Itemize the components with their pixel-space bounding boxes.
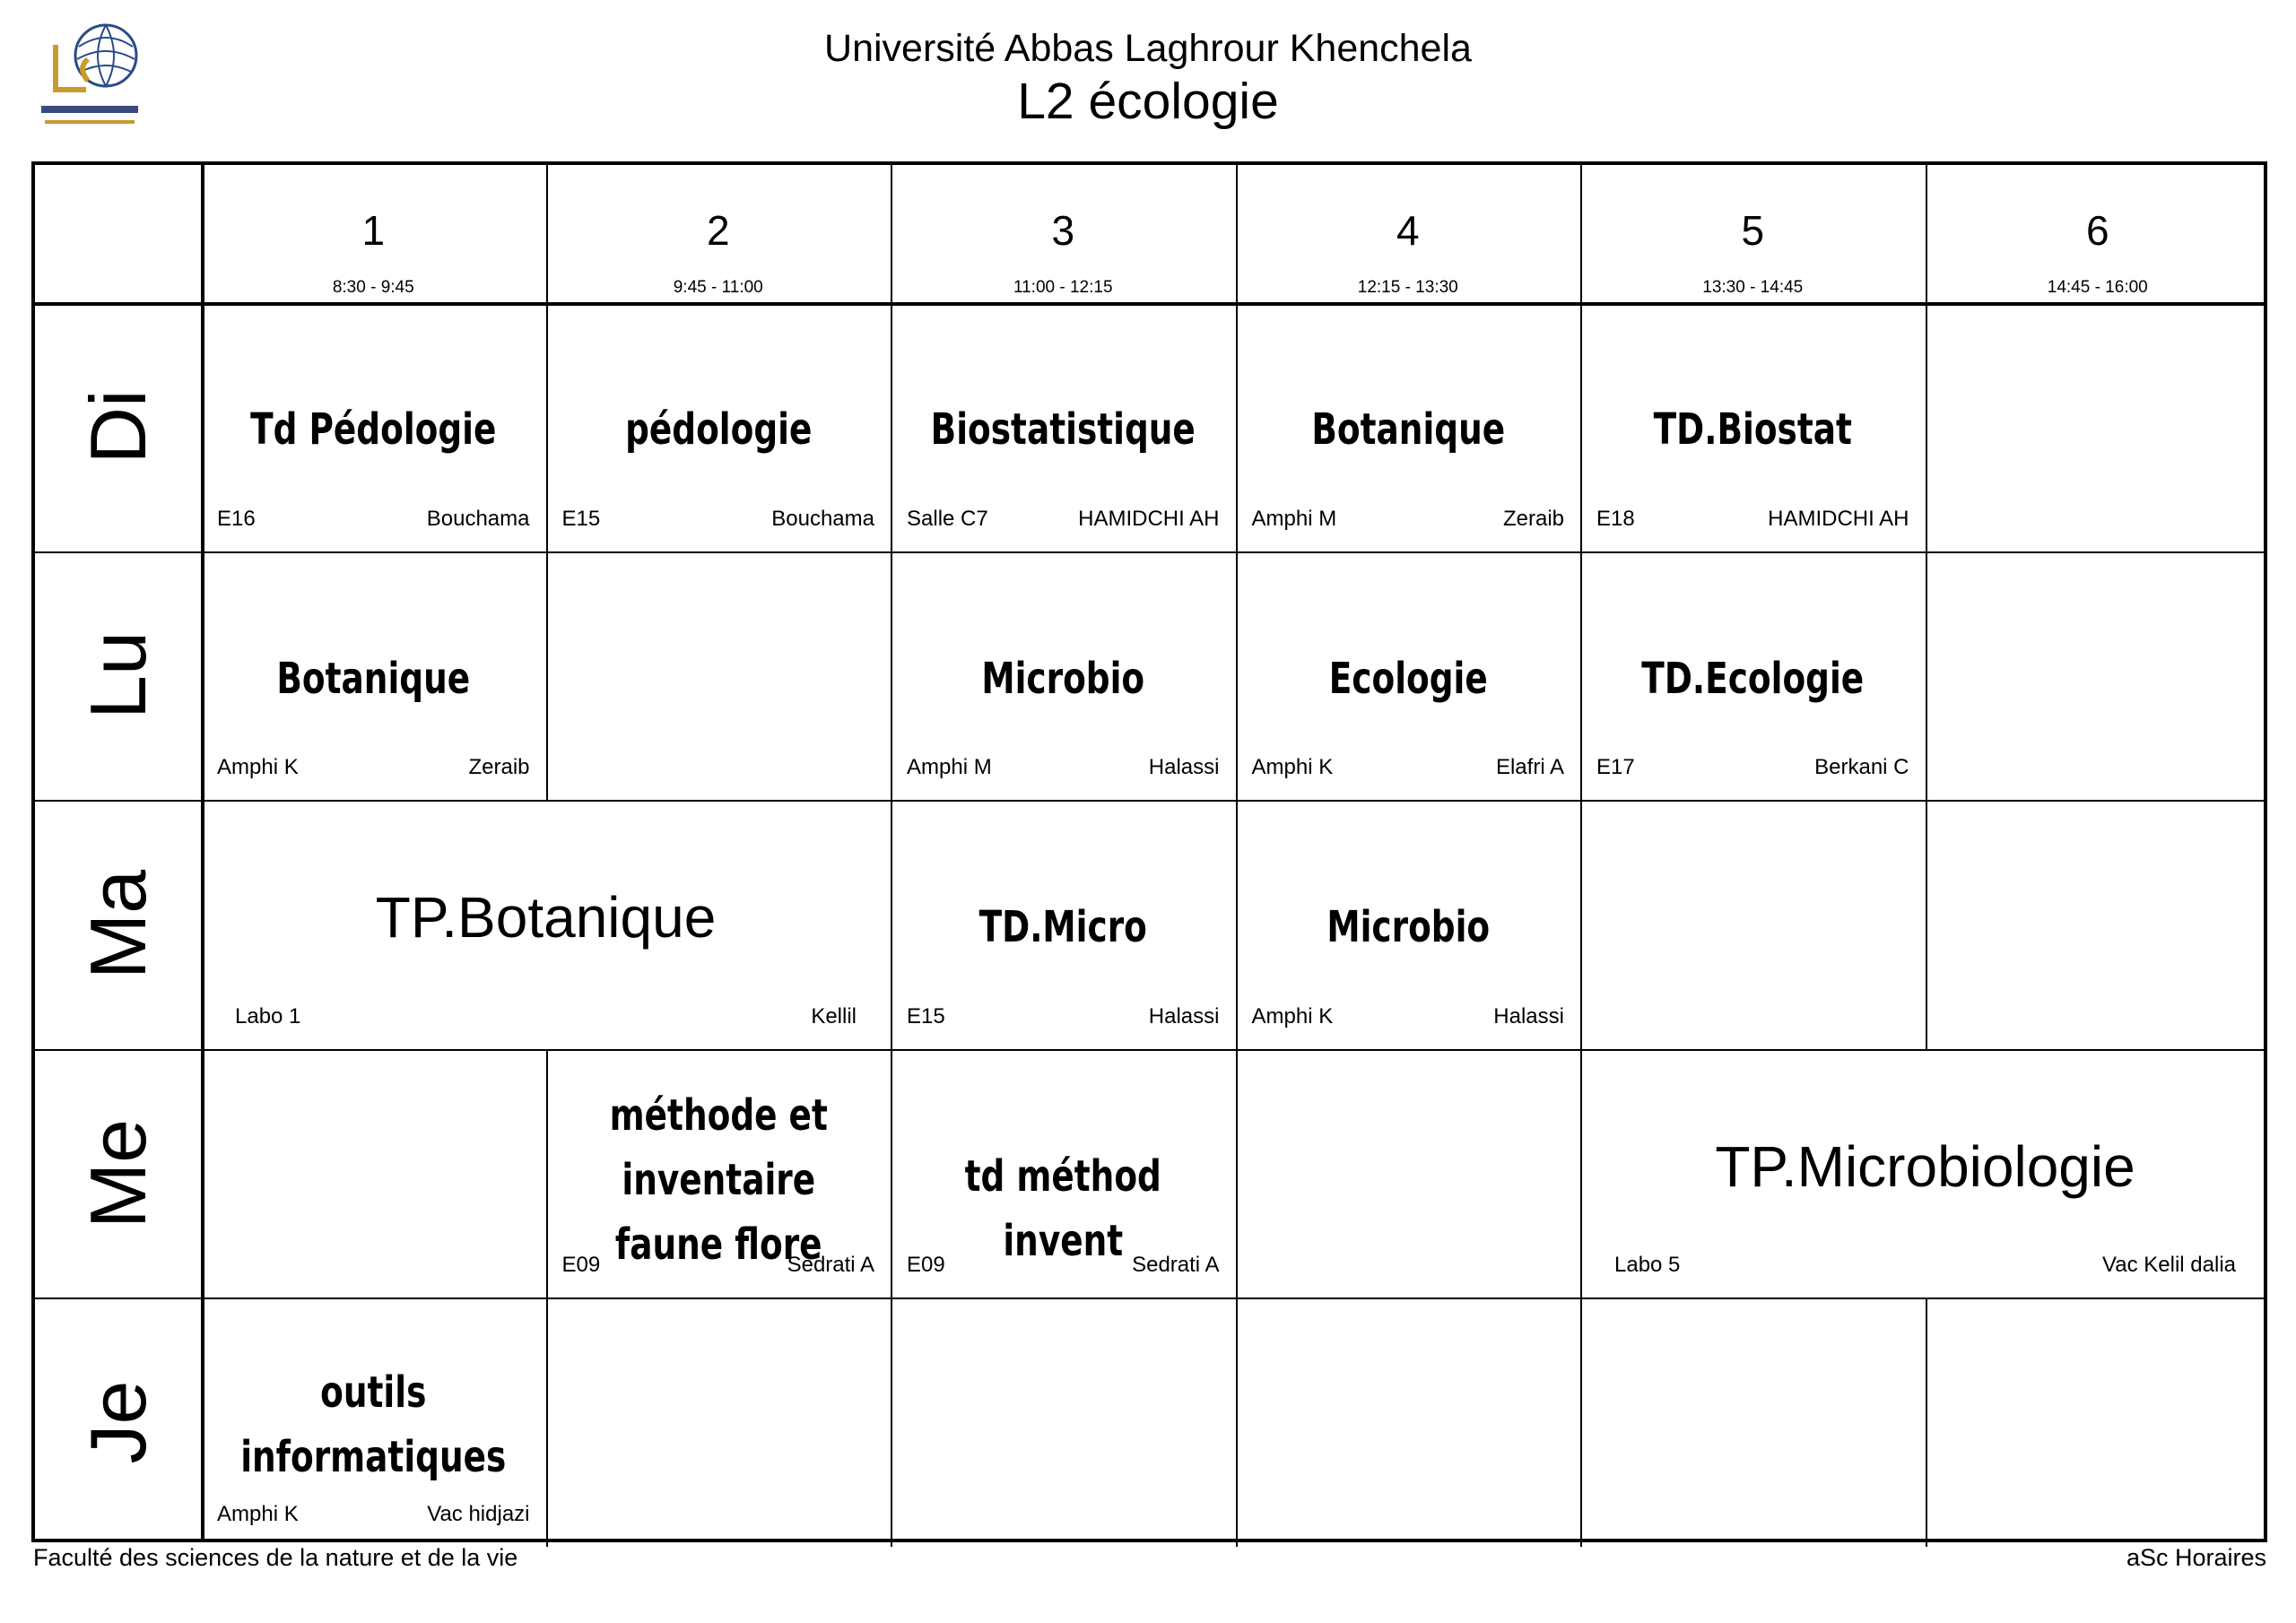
lesson-cell (1580, 551, 1926, 801)
period-header-6 (1926, 165, 2271, 302)
lesson-room: E17 (1596, 755, 1635, 780)
day-label: Je (73, 1380, 162, 1464)
day-label: Ma (73, 869, 162, 980)
lesson-room: Amphi K (1251, 755, 1334, 780)
grid-line (1926, 551, 1927, 801)
day-label: Me (73, 1118, 162, 1228)
lesson-teacher: Halassi (1148, 755, 1220, 780)
lesson-subject: Botanique (276, 653, 471, 704)
lesson-teacher: Sedrati A (1132, 1253, 1220, 1278)
lesson-subject: TD.Micro (978, 902, 1147, 953)
lesson-cell (891, 302, 1236, 551)
lesson-room: Salle C7 (907, 506, 988, 531)
lesson-room: E09 (907, 1253, 945, 1278)
period-number: 4 (1396, 207, 1420, 254)
period-time: 12:15 - 13:30 (1357, 278, 1458, 297)
lesson-subject: pédologie (624, 404, 812, 455)
grid-line (891, 1298, 892, 1547)
grid-line (1580, 165, 1582, 302)
lesson-teacher: Halassi (1148, 1003, 1220, 1028)
day-row-header (35, 551, 201, 801)
lesson-subject: méthode et inventaire faune flore (609, 1089, 828, 1270)
lesson-subject: Biostatistique (930, 404, 1196, 455)
lesson-cell (201, 551, 546, 801)
grid-line (1236, 1049, 1238, 1298)
lesson-subject: Microbio (1326, 902, 1490, 953)
university-name: Université Abbas Laghrour Khenchela (824, 27, 1472, 70)
grid-line (546, 165, 548, 302)
lesson-cell (201, 800, 891, 1049)
lesson-subject: TD.Ecologie (1641, 653, 1865, 704)
grid-line (546, 551, 548, 801)
lesson-room: Amphi M (907, 755, 992, 780)
lesson-teacher: HAMIDCHI AH (1078, 506, 1220, 531)
period-time: 8:30 - 9:45 (332, 278, 414, 297)
lesson-room: Amphi K (217, 755, 299, 780)
grid-line (1236, 1298, 1238, 1547)
period-time: 9:45 - 11:00 (673, 278, 763, 297)
lesson-teacher: Kellil (811, 1003, 857, 1028)
lesson-subject: td méthod invent (964, 1150, 1161, 1266)
period-header-3 (891, 165, 1236, 302)
lesson-teacher: Berkani C (1814, 755, 1909, 780)
lesson-subject: TD.Biostat (1653, 404, 1852, 455)
timetable-grid (31, 161, 2267, 1542)
lesson-room: Amphi M (1251, 506, 1337, 531)
lesson-room: Labo 1 (235, 1003, 301, 1028)
lesson-teacher: Elafri A (1495, 755, 1564, 780)
period-header-1 (201, 165, 546, 302)
lesson-cell (891, 800, 1236, 1049)
period-time: 14:45 - 16:00 (2047, 278, 2148, 297)
day-label: Lu (73, 631, 162, 720)
period-number: 6 (2085, 207, 2109, 254)
lesson-room: Labo 5 (1614, 1253, 1681, 1278)
lesson-cell (1236, 302, 1581, 551)
grid-line (1926, 165, 1927, 302)
lesson-cell (1236, 551, 1581, 801)
grid-line (1926, 800, 1927, 1049)
lesson-room: E15 (907, 1003, 945, 1028)
lesson-room: E15 (561, 506, 601, 531)
period-header-5 (1580, 165, 1926, 302)
lesson-teacher: Bouchama (426, 506, 530, 531)
period-time: 11:00 - 12:15 (1013, 278, 1113, 297)
period-number: 1 (361, 207, 386, 254)
grid-line (1926, 302, 1927, 551)
period-number: 5 (1741, 207, 1765, 254)
software-footer: aSc Horaires (2126, 1544, 2266, 1571)
day-row-header (35, 800, 201, 1049)
faculty-footer: Faculté des sciences de la nature et de la vie (33, 1544, 518, 1571)
lesson-cell (891, 1049, 1236, 1298)
lesson-subject: TP.Botanique (375, 885, 717, 950)
day-row-header (35, 1049, 201, 1298)
lesson-room: E16 (217, 506, 256, 531)
grid-line (546, 1298, 548, 1547)
lesson-subject: Microbio (981, 653, 1145, 704)
day-row-header (35, 1298, 201, 1547)
lesson-teacher: Sedrati A (787, 1253, 874, 1278)
class-name: L2 écologie (1017, 73, 1279, 130)
lesson-teacher: Vac hidjazi (427, 1501, 530, 1526)
period-header-4 (1236, 165, 1581, 302)
lesson-cell (1580, 302, 1926, 551)
lesson-room: Amphi K (1251, 1003, 1334, 1028)
grid-line (1926, 1298, 1927, 1547)
lesson-subject: outils informatiques (240, 1367, 507, 1483)
lesson-subject: Botanique (1310, 404, 1505, 455)
lesson-subject: Ecologie (1328, 653, 1488, 704)
period-number: 3 (1051, 207, 1075, 254)
lesson-teacher: Bouchama (771, 506, 874, 531)
grid-line (1580, 1298, 1582, 1547)
grid-line (1236, 165, 1238, 302)
lesson-cell (201, 302, 546, 551)
lesson-room: Amphi K (217, 1501, 299, 1526)
lesson-teacher: Zeraib (468, 755, 530, 780)
grid-line (891, 165, 892, 302)
lesson-room: E18 (1596, 506, 1635, 531)
day-label: Di (73, 389, 162, 464)
period-time: 13:30 - 14:45 (1702, 278, 1804, 297)
grid-line (1580, 800, 1582, 1049)
lesson-cell (1236, 800, 1581, 1049)
lesson-cell (546, 302, 891, 551)
lesson-cell (1580, 1049, 2270, 1298)
lesson-subject: TP.Microbiologie (1715, 1133, 2135, 1199)
day-row-header (35, 302, 201, 551)
lesson-teacher: Zeraib (1502, 506, 1564, 531)
period-header-2 (546, 165, 891, 302)
lesson-subject: Td Pédologie (250, 404, 497, 455)
lesson-room: E09 (561, 1253, 601, 1278)
lesson-cell (546, 1049, 891, 1298)
lesson-teacher: HAMIDCHI AH (1768, 506, 1909, 531)
lesson-cell (891, 551, 1236, 801)
period-number: 2 (706, 207, 730, 254)
lesson-teacher: Vac Kelil dalia (2102, 1253, 2236, 1278)
lesson-cell (201, 1298, 546, 1547)
lesson-teacher: Halassi (1493, 1003, 1564, 1028)
